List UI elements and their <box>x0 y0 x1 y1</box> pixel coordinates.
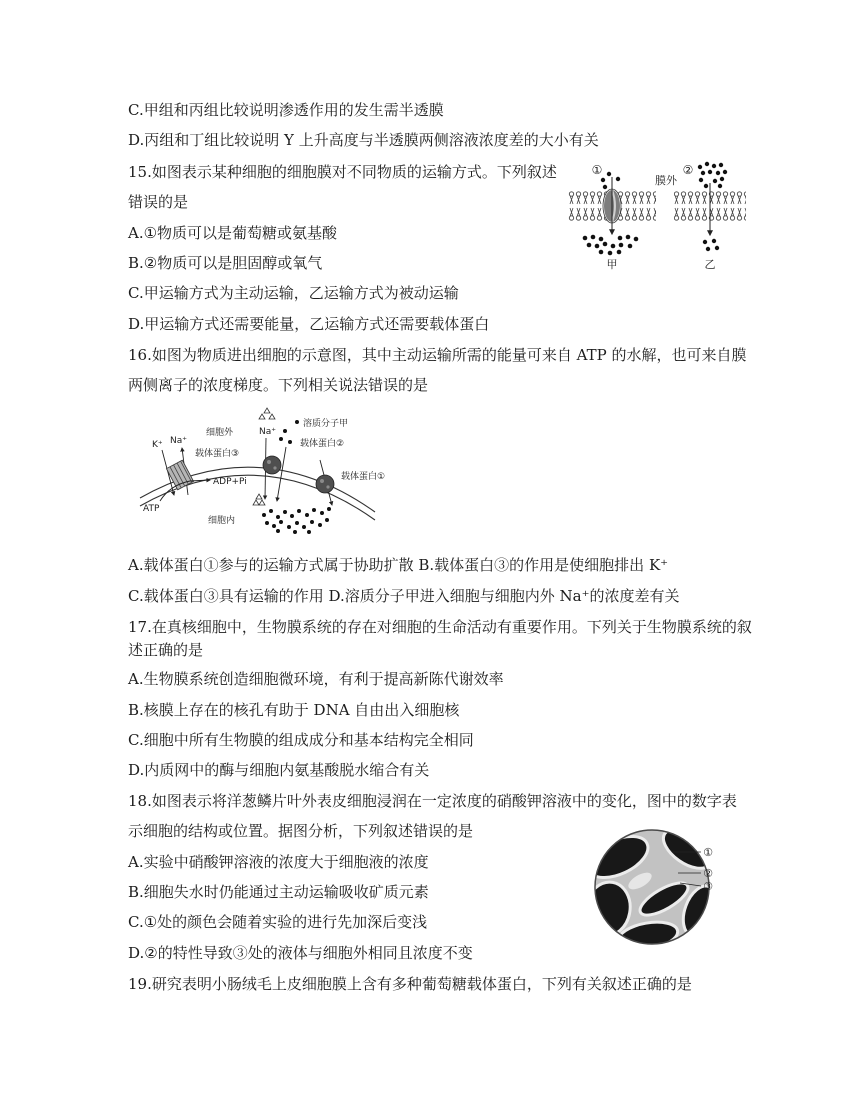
substance-2-marker: ② <box>682 163 694 177</box>
question-15-figure <box>560 155 750 275</box>
question-16-option-b: B.载体蛋白③的作用是使细胞排出 K⁺ <box>418 556 669 574</box>
na-ions-outside <box>259 408 275 419</box>
question-18-option-d: D.②的特性导致③处的液体与细胞外相同且浓度不变 <box>128 944 473 962</box>
question-17-option-a: A.生物膜系统创造细胞微环境，有利于提高新陈代谢效率 <box>128 670 504 688</box>
question-17-stem-line-2: 述正确的是 <box>128 641 204 659</box>
structure-2-marker: ② <box>703 867 713 880</box>
question-16-figure <box>138 405 388 535</box>
question-16-options-line-1 <box>128 555 668 575</box>
question-18-option-b: B.细胞失水时仍能通过主动运输吸收矿质元素 <box>128 883 429 901</box>
atp-label: ATP <box>143 504 160 514</box>
question-14-option-d: D.丙组和丁组比较说明 Y 上升高度与半透膜两侧溶液浓度差的大小有关 <box>128 131 599 149</box>
na-ion-label-left: Na⁺ <box>170 436 187 446</box>
question-17-option-d: D.内质网中的酶与细胞内氨基酸脱水缩合有关 <box>128 761 430 779</box>
solute-inflow-arrow <box>277 447 286 501</box>
question-15-option-d: D.甲运输方式还需要能量，乙运输方式还需要载体蛋白 <box>128 315 490 333</box>
question-19-stem-line-1: 19.研究表明小肠绒毛上皮细胞膜上含有多种葡萄糖载体蛋白，下列有关叙述正确的是 <box>128 975 692 993</box>
question-18-option-a: A.实验中硝酸钾溶液的浓度大于细胞液的浓度 <box>128 853 429 871</box>
question-15-option-c: C.甲运输方式为主动运输，乙运输方式为被动运输 <box>128 284 459 302</box>
solute-dots-inside <box>262 507 331 534</box>
question-16-stem-line-1: 16.如图为物质进出细胞的示意图，其中主动运输所需的能量可来自 ATP 的水解，也可来自膜 <box>128 346 747 364</box>
na-ion-label-top: Na⁺ <box>259 427 276 437</box>
question-15-stem-line-1: 15.如图表示某种细胞的细胞膜对不同物质的运输方式。下列叙述 <box>128 163 557 181</box>
question-15-option-a: A.①物质可以是葡萄糖或氨基酸 <box>128 224 338 242</box>
question-16-option-d: D.溶质分子甲进入细胞与细胞内外 Na⁺的浓度差有关 <box>328 587 680 605</box>
question-16-stem-line-2: 两侧离子的浓度梯度。下列相关说法错误的是 <box>128 376 429 394</box>
carrier-protein-1 <box>316 475 334 493</box>
carrier-protein-2 <box>263 456 281 474</box>
carrier-protein-3 <box>166 460 193 490</box>
carrier-1-label: 载体蛋白① <box>341 472 386 482</box>
cell-inside-label: 细胞内 <box>208 516 236 526</box>
adp-pi-label: ADP+Pi <box>213 477 247 487</box>
substance-1-dots-outside <box>601 172 620 189</box>
question-18-figure <box>590 825 720 950</box>
mode-b-label: 乙 <box>704 258 716 271</box>
question-17-option-b: B.核膜上存在的核孔有助于 DNA 自由出入细胞核 <box>128 701 460 719</box>
substance-1-dots-inside <box>583 235 639 256</box>
carrier-2-label: 载体蛋白② <box>300 439 345 449</box>
question-18-stem-line-2: 示细胞的结构或位置。据图分析，下列叙述错误的是 <box>128 822 474 840</box>
structure-1-marker: ① <box>703 846 713 859</box>
substance-2-dots-inside <box>703 239 719 251</box>
na-ions-inside <box>253 494 265 505</box>
solute-label: 溶质分子甲 <box>303 419 349 429</box>
structure-3-marker: ③ <box>703 880 713 893</box>
substance-1-marker: ① <box>591 163 603 177</box>
mode-a-label: 甲 <box>606 258 618 271</box>
question-16-option-c: C.载体蛋白③具有运输的作用 <box>128 587 324 605</box>
question-18-option-c: C.①处的颜色会随着实验的进行先加深后变浅 <box>128 913 428 931</box>
question-16-option-a: A.载体蛋白①参与的运输方式属于协助扩散 <box>128 556 414 574</box>
question-15-stem-line-2: 错误的是 <box>128 193 189 211</box>
question-15-option-b: B.②物质可以是胆固醇或氧气 <box>128 254 323 272</box>
k-ion-label: K⁺ <box>152 440 163 450</box>
question-18-stem-line-1: 18.如图表示将洋葱鳞片叶外表皮细胞浸润在一定浓度的硝酸钾溶液中的变化，图中的数字表 <box>128 792 737 810</box>
question-14-option-c: C.甲组和丙组比较说明渗透作用的发生需半透膜 <box>128 101 444 119</box>
solute-dots-outside <box>279 420 299 444</box>
membrane-outside-label: 膜外 <box>655 174 677 187</box>
microscope-view <box>582 822 723 954</box>
question-16-options-line-2 <box>128 586 680 606</box>
substance-2-dots-outside <box>698 162 727 188</box>
question-17-option-c: C.细胞中所有生物膜的组成成分和基本结构完全相同 <box>128 731 474 749</box>
carrier-3-label: 载体蛋白③ <box>195 449 240 459</box>
cell-outside-label: 细胞外 <box>206 428 234 438</box>
question-17-stem-line-1: 17.在真核细胞中，生物膜系统的存在对细胞的生命活动有重要作用。下列关于生物膜系统的叙 <box>128 618 752 636</box>
